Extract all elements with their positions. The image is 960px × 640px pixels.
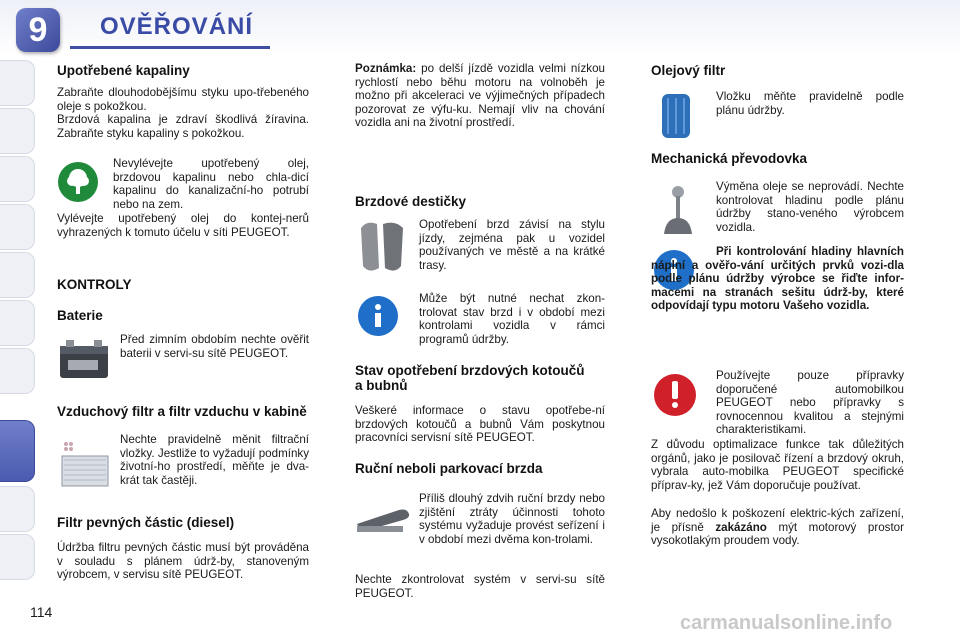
side-tab-5[interactable] xyxy=(0,252,35,298)
page-title: OVĚŘOVÁNÍ xyxy=(100,13,254,40)
note-paragraph xyxy=(355,62,605,130)
optimize-text: Z důvodu optimalizace funkce tak důležitých orgánů, jako je posilovač řízení a brzdový okruh, vybrala auto-mobilka PEUGEOT specifické příprav-ky, jež Vám doporučuje používat. xyxy=(651,438,904,492)
side-tab-2[interactable] xyxy=(0,108,35,154)
oil-filter-text: Vložku měňte pravidelně podle plánu údržby. xyxy=(716,90,904,117)
controls-title: KONTROLY xyxy=(57,277,132,292)
damage-text-b: mýt motorový prostor vysokotlakým proudem vody. xyxy=(651,520,904,548)
side-tab-9[interactable] xyxy=(0,486,35,532)
handbrake-lever-icon xyxy=(355,500,411,536)
side-tab-10[interactable] xyxy=(0,534,35,580)
page-number: 114 xyxy=(30,604,53,620)
warning-text: Používejte pouze přípravky doporučené automobilkou PEUGEOT nebo přípravky s rovnocennou kvalitou a stejnými charakteristikami. xyxy=(716,369,904,437)
handbrake-title: Ruční neboli parkovací brzda xyxy=(355,461,543,476)
used-fluids-p4: Vylévejte upotřebený olej do kontej-nerů vyhrazených k tomuto účelu v síti PEUGEOT. xyxy=(57,212,309,239)
used-fluids-p1: Zabraňte dlouhodobějšímu styku upo-třebeného oleje s pokožkou. xyxy=(57,86,309,113)
watermark: carmanualsonline.info xyxy=(680,612,893,634)
side-tab-7[interactable] xyxy=(0,348,35,394)
side-tab-active[interactable] xyxy=(0,420,35,482)
gear-lever-icon xyxy=(660,184,696,236)
handbrake-text: Příliš dlouhý zdvih ruční brzdy nebo zjištění ztráty účinnosti tohoto systému vyžaduje provést seřízení i v období mezi dvěma kon-trolami. xyxy=(419,492,605,546)
side-tab-6[interactable] xyxy=(0,300,35,346)
tree-icon xyxy=(58,162,98,202)
gearbox-text: Výměna oleje se neprovádí. Nechte kontrolovat hladinu podle plánu údržby stano-veného výrobcem vozidla. xyxy=(716,180,904,234)
brake-pads-title: Brzdové destičky xyxy=(355,194,467,209)
oil-filter-title: Olejový filtr xyxy=(651,63,726,78)
air-filter-title: Vzduchový filtr a filtr vzduchu v kabině xyxy=(57,404,307,419)
info-icon xyxy=(358,296,398,336)
discs-title: Stav opotřebení brzdových kotoučů a bubnů xyxy=(355,363,585,393)
cabin-filter-icon xyxy=(58,438,112,490)
particle-filter-title: Filtr pevných částic (diesel) xyxy=(57,515,235,530)
battery-icon xyxy=(58,336,110,382)
note-text: po delší jízdě vozidla velmi nízkou rychlostí nebo běhu motoru na volnoběh je možno při akceleraci ve výjimečných případech pozorovat ze výfu-ku. Nemají vliv na chování vozidla ani na životní prostředí. xyxy=(355,62,605,130)
chapter-badge: 9 xyxy=(16,8,60,52)
oil-filter-icon xyxy=(658,90,694,142)
warning-icon xyxy=(654,374,696,416)
used-fluids-p3: Nevylévejte upotřebený olej, brzdovou kapalinu nebo chla-dicí kapalinu do kanalizační-ho potrubí nebo na zem. xyxy=(113,157,309,211)
header-rule xyxy=(70,46,270,49)
particle-filter-text: Údržba filtru pevných částic musí být prováděna v souladu s plánem údrž-by, stanoveným výrobcem, v servisu sítě PEUGEOT. xyxy=(57,541,309,582)
brake-pads-text: Opotřebení brzd závisí na stylu jízdy, zejména pak u vozidel používaných ve městě a na krátké trasy. xyxy=(419,218,605,272)
side-tab-1[interactable] xyxy=(0,60,35,106)
handbrake-text-2: Nechte zkontrolovat systém v servi-su sítě PEUGEOT. xyxy=(355,573,605,600)
gearbox-title: Mechanická převodovka xyxy=(651,151,808,166)
battery-title: Baterie xyxy=(57,308,103,323)
used-fluids-title: Upotřebené kapaliny xyxy=(57,63,190,78)
note-label: Poznámka: xyxy=(355,62,417,75)
side-tab-3[interactable] xyxy=(0,156,35,202)
side-tab-4[interactable] xyxy=(0,204,35,250)
gearbox-info: Při kontrolování hladiny hlavních náplní a ověřo-vání určitých prvků vozi-dla podle plánu údržby výrobce se řiďte infor-macemi na stranách sešitu údrž-by, které odpovídají typu motoru Vašeho vozidla. xyxy=(651,245,904,313)
damage-text-a: Aby nedošlo k poškození elektric-kých zařízení, je přísně xyxy=(651,507,904,534)
damage-paragraph xyxy=(651,507,904,548)
used-fluids-p2: Brzdová kapalina je zdraví škodlivá žíravina. Zabraňte styku kapaliny s pokožkou. xyxy=(57,113,309,140)
brake-pads-icon xyxy=(357,218,409,276)
battery-text: Před zimním obdobím nechte ověřit baterii v servi-su sítě PEUGEOT. xyxy=(120,333,309,360)
damage-bold: zakázáno xyxy=(715,520,767,534)
brake-pads-info: Může být nutné nechat zkon-trolovat stav brzd i v období mezi kontrolami vozidla v rámci programů údržby. xyxy=(419,292,605,346)
discs-text: Veškeré informace o stavu opotřebe-ní brzdových kotoučů a bubnů Vám poskytnou pracovníci servisní sítě PEUGEOT. xyxy=(355,404,605,445)
air-filter-text: Nechte pravidelně měnit filtrační vložky. Jestliže to vyžadují podmínky životní-ho prostředí, měňte je dva-krát tak častěji. xyxy=(120,433,309,487)
